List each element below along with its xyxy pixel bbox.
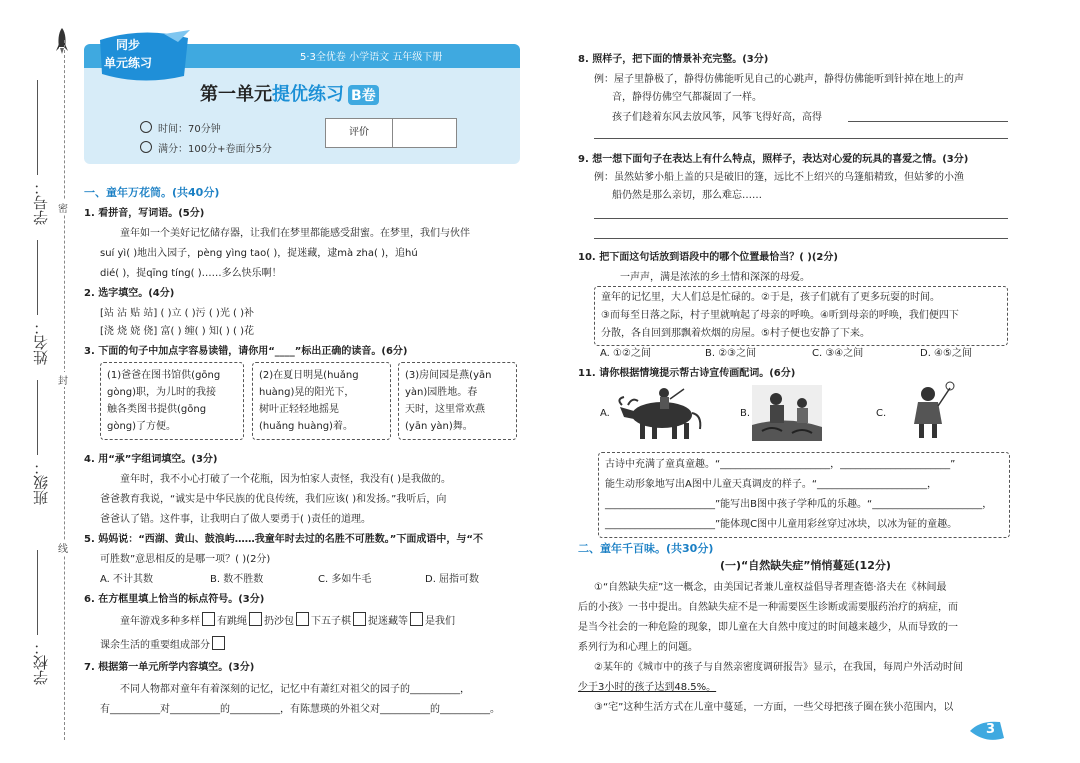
q11-line[interactable]: ______________________”能写出B图中孩子学种瓜的乐趣。“______________________， [605,499,993,510]
q8-example: 音，静得仿佛空气都凝固了一样。 [612,92,762,103]
question-3: 3. 下面的句子中加点字容易读错，请你用“____”标出正确的读音。(6分) [84,346,408,357]
q6-text: 捉迷藏等 [368,616,408,627]
q6-text: 童年游戏多种多样 [120,616,200,627]
q9-example: 例：虽然姑爹小船上盖的只是破旧的篷，远比不上绍兴的乌篷船精致，但姑爹的小渔 [594,172,964,183]
q10-sentence: 一声声，满是浓浓的乡土情和深深的母爱。 [620,272,810,283]
q10-option-c[interactable]: C. ③④之间 [812,348,864,359]
q5-option-b[interactable]: B. 数不胜数 [210,574,264,585]
school-label: 学校： [32,640,50,685]
ice-gong-child-illustration [906,380,956,442]
q7-line[interactable]: 有__________对__________的__________，有陈慧瑛的外祖父对__________的__________。 [100,704,500,715]
q10-passage-line: 童年的记忆里，大人们总是忙碌的。②于是，孩子们就有了更多玩耍的时间。 [601,292,940,303]
q6-text: 课余生活的重要组成部分 [100,640,210,651]
q6-text: 有跳绳 [217,616,247,627]
punct-box[interactable] [212,636,225,650]
passage-line: 系列行为和心理上的问题。 [578,642,698,653]
question-4: 4. 用“承”字组词填空。(3分) [84,454,218,465]
badge-line2: 单元练习 [104,56,153,70]
time-text: 时间：70分钟 [158,124,221,135]
section-2-title: 二、童年千百味。(共30分) [578,542,714,555]
q3-box-line: 天时，这里常欢燕 [405,404,485,415]
q1-line[interactable]: dié( )，捉qīng tíng( )……多么快乐啊！ [100,268,282,279]
page-title [200,80,379,106]
full-score-text: 满分：100分+卷面分5分 [158,144,272,155]
rocket-icon [55,28,69,54]
binding-margin [0,0,80,763]
q3-box-line: (3)房间园是燕(yān [405,370,492,381]
passage-line: 少于3小时的孩子达到48.5%。 [578,682,717,693]
question-9: 9. 想一想下面句子在表达上有什么特点，照样子，表达对心爱的玩具的喜爱之情。(3分) [578,154,969,165]
q10-passage-line: ③而每至日落之际，村子里就响起了母亲的呼唤。④听到母亲的呼唤，我们便四下 [601,310,959,321]
score-box[interactable] [325,118,457,148]
q1-line[interactable]: suí yì( )地出入园子，pèng yìng tao( )，捉迷藏，逮mà zha( )，追hú [100,248,418,259]
q6-text: 下五子棋 [311,616,351,627]
q6-line [100,636,227,651]
passage-line: 是当今社会的一种危险的现象，即儿童在大自然中度过的时间越来越少，从而导致的一 [578,622,958,633]
picture-label-b: B. [740,408,751,419]
q7-line[interactable]: 不同人物都对童年有着深刻的记忆，记忆中有萧红对祖父的园子的__________， [120,684,470,695]
melon-planting-illustration [752,385,822,441]
q10-option-a[interactable]: A. ①②之间 [600,348,651,359]
q3-box-1[interactable] [100,362,244,440]
q3-box-line: (1)爸爸在图书馆供(gōng [107,370,221,381]
q11-line[interactable]: 能生动形象地写出A图中儿童天真调皮的样子。“______________________， [605,479,938,490]
q10-option-b[interactable]: B. ②③之间 [705,348,757,359]
check-icon [140,141,152,153]
punct-box[interactable] [249,612,262,626]
q11-answer-box[interactable] [598,452,1010,538]
answer-line[interactable] [594,138,1008,139]
q5-option-c[interactable]: C. 多如牛毛 [318,574,372,585]
q6-text: 是我们 [425,616,455,627]
passage-line: ②某年的《城市中的孩子与自然亲密度调研报告》显示，在我国，每周户外活动时间 [594,662,963,673]
q3-box-line: 树叶正轻轻地摇晃 [259,404,339,415]
paper-version-badge: B卷 [348,85,379,105]
punct-box[interactable] [410,612,423,626]
q2-line[interactable]: [浇 烧 娆 侥] 富( ) 缠( ) 知( ) ( )花 [100,326,254,337]
answer-line[interactable] [594,218,1008,219]
time-limit [140,120,221,135]
question-1: 1. 看拼音，写词语。(5分) [84,208,205,219]
q3-box-3[interactable] [398,362,517,440]
cut-mark: 封 [58,372,68,387]
q1-line: 童年如一个美好记忆储存器，让我们在梦里都能感受甜蜜。在梦里，我们与伙伴 [120,228,470,239]
series-label: 5·3全优卷 小学语文 五年级下册 [300,52,443,63]
question-2: 2. 选字填空。(4分) [84,288,175,299]
passage-line: ①“自然缺失症”这一概念，由美国记者兼儿童权益倡导者理查德·洛夫在《林间最 [594,582,947,593]
school-field[interactable] [37,550,38,635]
q8-task: 孩子们趁着东风去放风筝，风筝飞得好高，高得 [612,112,822,123]
question-10: 10. 把下面这句话放到语段中的哪个位置最恰当？( )(2分) [578,252,838,263]
answer-line[interactable] [594,238,1008,239]
q10-passage [594,286,1008,346]
passage-line: 后的小孩》一书中提出。自然缺失症不是一种需要医生诊断或需要服药治疗的病症，而 [578,602,958,613]
full-score [140,140,272,155]
q11-line[interactable]: 古诗中充满了童真童趣。“______________________，______________________” [605,459,956,470]
q3-box-line: gòng)了方便。 [107,421,177,432]
cut-mark: 密 [58,200,68,215]
page-number: 3 [986,722,996,737]
picture-label-c: C. [876,408,887,419]
q5-line[interactable]: 可胜数”意思相反的是哪一项？( )(2分) [100,554,271,565]
question-5: 5. 妈妈说：“西湖、黄山、鼓浪屿……我童年时去过的名胜不可胜数。”下面成语中，与“不 [84,534,483,545]
name-field[interactable] [37,240,38,315]
q4-line[interactable]: 爸爸认了错。这件事，让我明白了做人要勇于( )责任的道理。 [100,514,371,525]
answer-line[interactable] [848,121,1008,122]
q4-line[interactable]: 爸爸教育我说，“诚实是中华民族的优良传统，我们应该( )和发扬。”我听后，向 [100,494,447,505]
question-7: 7. 根据第一单元所学内容填空。(3分) [84,662,255,673]
buffalo-child-illustration [614,385,706,441]
question-6: 6. 在方框里填上恰当的标点符号。(3分) [84,594,265,605]
q6-line [120,612,455,627]
section-1-title: 一、童年万花筒。(共40分) [84,186,220,199]
cut-line [64,40,65,740]
q6-text: 扔沙包 [264,616,294,627]
cut-mark: 线 [58,540,68,555]
q3-box-line: 触各类图书提供(gōng [107,404,207,415]
question-11: 11. 请你根据情境提示帮古诗宣传画配词。(6分) [578,368,796,379]
q4-line[interactable]: 童年时，我不小心打破了一个花瓶，因为怕家人责怪，我没有( )是我做的。 [120,474,451,485]
score-label: 评价 [326,119,393,147]
q3-box-line: huàng)晃的阳光下， [259,387,355,398]
title-highlight: 提优练习 [272,84,344,105]
q3-box-line: gòng)职，为儿时的我接 [107,387,217,398]
passage-line: ③“宅”这种生活方式在儿童中蔓延，一方面，一些父母把孩子圈在狭小范围内，以 [594,702,954,713]
class-field[interactable] [37,380,38,455]
question-8: 8. 照样子，把下面的情景补充完整。(3分) [578,54,769,65]
punct-box[interactable] [202,612,215,626]
q9-example: 船仍然是那么亲切，那么难忘…… [612,190,762,201]
q10-passage-line: 分散，各自回到那飘着炊烟的房屋。⑤村子便也安静了下来。 [601,328,870,339]
id-field[interactable] [37,80,38,175]
picture-label-a: A. [600,408,610,419]
badge-line1: 同步 [116,38,141,52]
punct-box[interactable] [353,612,366,626]
q5-option-a[interactable]: A. 不计其数 [100,574,154,585]
q3-box-line: (huǎng huàng)着。 [259,421,353,432]
q8-example: 例：屋子里静极了，静得仿佛能听见自己的心跳声，静得仿佛能听到针掉在地上的声 [594,74,964,85]
q3-box-line: (yān yàn)舞。 [405,421,473,432]
name-label: 姓名： [32,320,50,365]
clock-icon [140,121,152,133]
title-main: 第一单元 [200,84,272,105]
q3-box-line: (2)在夏日明晃(huǎng [259,370,359,381]
q11-line[interactable]: ______________________”能体现C图中儿童用彩丝穿过冰块，以冰为钲的童趣。 [605,519,958,530]
q3-box-line: yàn)园胜地。春 [405,387,478,398]
id-label: 学号： [32,180,50,225]
punct-box[interactable] [296,612,309,626]
q2-line[interactable]: [站 沾 贴 站] ( )立 ( )污 ( )光 ( )补 [100,308,254,319]
q10-option-d[interactable]: D. ④⑤之间 [920,348,972,359]
q3-box-2[interactable] [252,362,391,440]
class-label: 班级： [32,460,50,505]
passage-title: (一)“自然缺失症”悄悄蔓延(12分) [720,559,891,572]
q5-option-d[interactable]: D. 屈指可数 [425,574,480,585]
